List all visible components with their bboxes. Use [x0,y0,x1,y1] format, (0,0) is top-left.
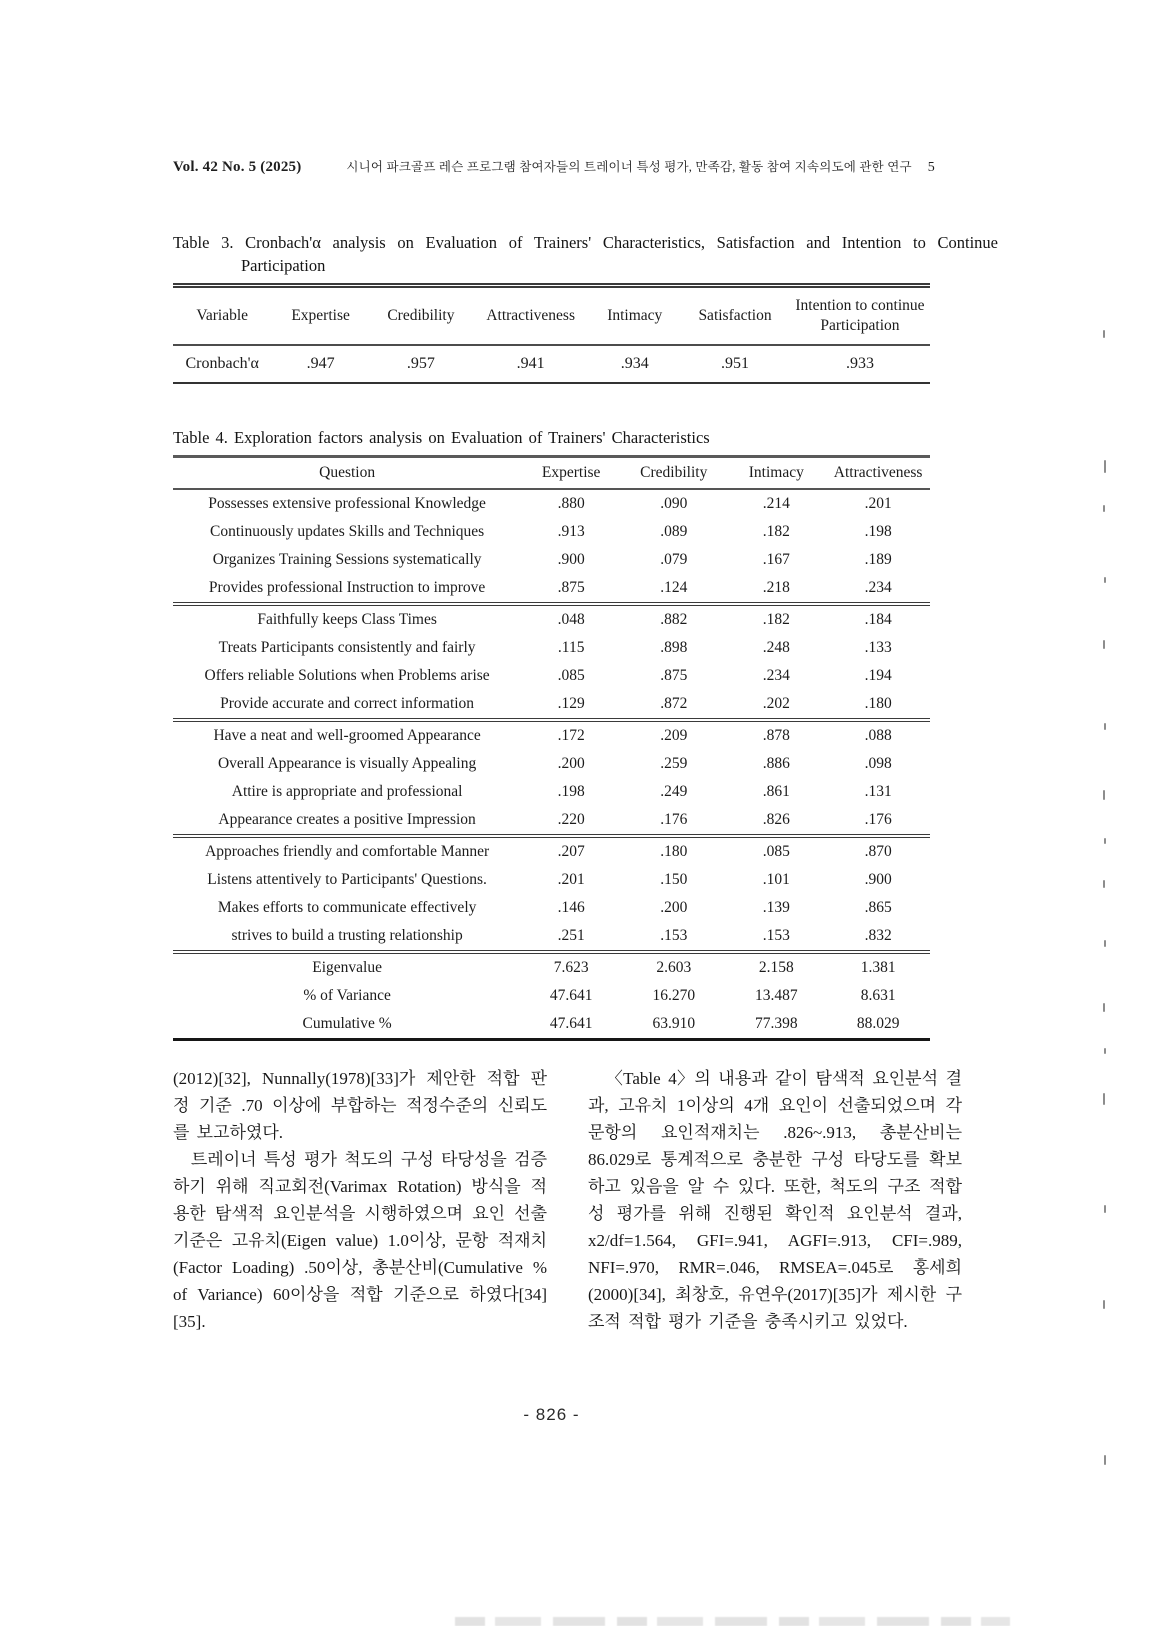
question-cell: Appearance creates a positive Impression [218,811,476,828]
column-header: Satisfaction [680,286,790,346]
loading-value-cell: .089 [660,523,688,540]
volume-issue: Vol. 42 No. 5 (2025) [173,159,302,175]
question-cell: Listens attentively to Participants' Questions. [207,871,487,888]
running-head [173,157,935,176]
summary-value-cell: 77.398 [755,1015,798,1032]
running-title: 시니어 파크골프 레슨 프로그램 참여자들의 트레이너 특성 평가, 만족감, 활동 참여 지속의도에 관한 연구 [346,160,912,174]
scan-speck [1104,940,1106,947]
loading-value-cell: .882 [621,604,726,634]
scan-speck [1103,1093,1105,1105]
loading-value-cell: .176 [864,811,892,828]
loading-value-cell: .167 [762,551,790,568]
table4-factor-analysis [173,455,930,1041]
column-header: Expertise [521,457,621,490]
table-row [173,806,930,836]
loading-value-cell: .251 [557,927,585,944]
loading-value-cell: .198 [864,523,892,540]
loading-value-cell: .875 [557,579,585,596]
loading-value-cell: .146 [557,899,585,916]
loading-value-cell: .875 [660,667,688,684]
scan-speck [1104,1048,1106,1054]
body-paragraph: 〈Table 4〉의 내용과 같이 탐색적 요인분석 결과, 고유치 1이상의 4개 요인이 선출되었으며 각 문항의 요인적재치는 .826~.913, 총분산비는 86.029로 통계적으로 충분한 구성 타당도를 확보하고 있음을 알 수 있다. 또한, 척도의 구조 적합성 평가를 위해 진행된 확인적 요인분석 결과, x2/df=1.564, GFI=.941, AGFI=.913, CFI=.989, NFI=.970, RMR=.046, RMSEA=.045로 홍세희(2000)[34], 최창호, 유연우(2017)[35]가 제시한 구조적 적합 평가 기준을 충족시키고 있었다. [588,1069,962,1331]
table-row [173,574,930,604]
loading-value-cell: .259 [660,755,688,772]
scan-speck [1104,1205,1106,1213]
value-cell: .951 [721,355,750,372]
loading-value-cell: .898 [660,639,688,656]
summary-label: Eigenvalue [173,952,521,982]
loading-value-cell: .234 [762,667,790,684]
table-row [173,604,930,634]
question-cell: Continuously updates Skills and Techniques [210,523,485,540]
table3-data-row [173,345,930,383]
row-label: Cronbach'α [185,355,259,372]
table-row [173,750,930,778]
loading-value-cell: .189 [864,551,892,568]
loading-value-cell: .900 [864,871,892,888]
summary-value-cell: 88.029 [856,1015,900,1032]
loading-value-cell: .202 [762,695,790,712]
body-paragraph: (2012)[32], Nunnally(1978)[33]가 제안한 적합 판정 기준 .70 이상에 부합하는 적정수준의 신뢰도를 보고하였다. [173,1069,547,1142]
table-row [173,894,930,922]
summary-value-cell: 8.631 [860,987,896,1004]
loading-value-cell: .153 [660,927,688,944]
summary-value-cell: 16.270 [652,987,696,1004]
column-header: Credibility [621,457,726,490]
table-row [173,662,930,690]
summary-value-cell: 1.381 [826,952,930,982]
value-cell: .933 [845,355,874,372]
loading-value-cell: .150 [660,871,688,888]
scan-speck [1103,330,1105,338]
question-cell: Offers reliable Solutions when Problems arise [204,667,490,684]
column-header: Question [173,457,521,490]
scan-speck [1103,1300,1105,1309]
table-row [173,518,930,546]
scan-artifact-bottom-cutoff-text [455,1617,1010,1626]
scan-speck [1103,880,1105,888]
scan-speck [1103,505,1105,512]
loading-value-cell: .194 [864,667,892,684]
table-row [173,690,930,720]
loading-value-cell: .826 [762,811,790,828]
summary-row [173,952,930,982]
loading-value-cell: .861 [762,783,790,800]
question-cell: strives to build a trusting relationship [231,927,463,944]
loading-value-cell: .176 [660,811,688,828]
summary-value-cell: 2.603 [621,952,726,982]
table3-cronbach [173,283,930,384]
loading-value-cell: .139 [762,899,790,916]
summary-label: Cumulative % [302,1015,392,1032]
summary-value-cell: 47.641 [549,1015,593,1032]
loading-value-cell: .200 [660,899,688,916]
value-cell: .947 [306,355,335,372]
scan-speck [1104,460,1106,473]
loading-value-cell: .101 [762,871,790,888]
question-cell: Approaches friendly and comfortable Manner [173,836,521,866]
loading-value-cell: .133 [864,639,892,656]
loading-value-cell: .090 [660,495,688,512]
loading-value-cell: .832 [864,927,892,944]
body-paragraph: 트레이너 특성 평가 척도의 구성 타당성을 검증하기 위해 직교회전(Varimax Rotation) 방식을 적용한 탐색적 요인분석을 시행하였으며 요인 선출 기준은 고유치(Eigen value) 1.0이상, 문항 적재치(Factor Loading) .50이상, 총분산비(Cumulative % of Variance) 60이상을 적합 기준으로 하였다[34][35]. [173,1150,547,1331]
column-header: Attractiveness [472,286,589,346]
running-title-group [346,157,935,176]
loading-value-cell: .180 [621,836,726,866]
question-cell: Attire is appropriate and professional [231,783,463,800]
question-cell: Provide accurate and correct information [220,695,475,712]
table-row [173,634,930,662]
question-cell: Provides professional Instruction to improve [208,579,486,596]
question-cell: Overall Appearance is visually Appealing [217,755,477,772]
question-cell: Treats Participants consistently and fairly [218,639,476,656]
loading-value-cell: .200 [557,755,585,772]
scan-speck [1104,1455,1106,1465]
header-page-number: 5 [927,160,935,175]
table-row [173,546,930,574]
loading-value-cell: .886 [762,755,790,772]
loading-value-cell: .248 [762,639,790,656]
loading-value-cell: .180 [864,695,892,712]
table-row [173,836,930,866]
question-cell: Possesses extensive professional Knowledge [208,495,486,512]
loading-value-cell: .201 [864,495,892,512]
loading-value-cell: .098 [864,755,892,772]
loading-value-cell: .085 [726,836,826,866]
scan-speck [1104,838,1106,844]
question-cell: Makes efforts to communicate effectively [217,899,477,916]
body-column-right [588,1065,962,1335]
loading-value-cell: .131 [864,783,892,800]
loading-value-cell: .182 [726,604,826,634]
loading-value-cell: .234 [864,579,892,596]
loading-value-cell: .048 [521,604,621,634]
loading-value-cell: .172 [521,720,621,750]
loading-value-cell: .220 [557,811,585,828]
summary-value-cell: 63.910 [652,1015,696,1032]
column-header: Credibility [370,286,472,346]
table4-header-row [173,457,930,490]
table3-header-row [173,286,930,346]
table-row [173,778,930,806]
table3-caption: Table 3. Cronbach'α analysis on Evaluation of Trainers' Characteristics, Satisfaction and Intention to Continue Participation [173,233,998,275]
question-cell: Organizes Training Sessions systematically [212,551,482,568]
scan-speck [1103,1003,1105,1012]
scan-speck [1103,790,1105,800]
loading-value-cell: .249 [660,783,688,800]
loading-value-cell: .198 [557,783,585,800]
loading-value-cell: .201 [557,871,585,888]
value-cell: .941 [516,355,545,372]
loading-value-cell: .880 [557,495,585,512]
loading-value-cell: .182 [762,523,790,540]
table-row [173,720,930,750]
body-column-left [173,1065,547,1335]
loading-value-cell: .872 [660,695,688,712]
column-header: Variable [173,286,271,346]
summary-row [173,982,930,1010]
scan-speck [1104,577,1106,583]
value-cell: .957 [406,355,435,372]
column-header: Intimacy [589,286,680,346]
table4-summary [173,952,930,1040]
value-cell: .934 [620,355,649,372]
table-row [173,866,930,894]
summary-row [173,1010,930,1040]
loading-value-cell: .913 [557,523,585,540]
summary-label: % of Variance [303,987,391,1004]
loading-value-cell: .184 [826,604,930,634]
column-header: Intimacy [726,457,826,490]
loading-value-cell: .115 [557,639,585,656]
loading-value-cell: .085 [557,667,585,684]
loading-value-cell: .878 [726,720,826,750]
summary-value-cell: 7.623 [521,952,621,982]
loading-value-cell: .870 [826,836,930,866]
column-header: Intention to continue Participation [790,286,930,346]
loading-value-cell: .865 [864,899,892,916]
loading-value-cell: .218 [762,579,790,596]
column-header: Expertise [271,286,369,346]
loading-value-cell: .129 [557,695,585,712]
summary-value-cell: 47.641 [549,987,593,1004]
table-row [173,489,930,518]
loading-value-cell: .124 [660,579,688,596]
summary-value-cell: 13.487 [755,987,798,1004]
table4-body [173,489,930,952]
question-cell: Faithfully keeps Class Times [173,604,521,634]
summary-value-cell: 2.158 [726,952,826,982]
table-row [173,922,930,952]
loading-value-cell: .209 [621,720,726,750]
loading-value-cell: .214 [762,495,790,512]
scan-speck [1104,723,1106,730]
loading-value-cell: .088 [826,720,930,750]
footer-page-number: - 826 - [523,1405,580,1424]
table4-caption: Table 4. Exploration factors analysis on Evaluation of Trainers' Characteristics [173,428,710,447]
column-header: Attractiveness [826,457,930,490]
question-cell: Have a neat and well-groomed Appearance [173,720,521,750]
loading-value-cell: .207 [521,836,621,866]
loading-value-cell: .079 [660,551,688,568]
loading-value-cell: .900 [557,551,585,568]
scan-speck [1103,640,1105,649]
loading-value-cell: .153 [762,927,790,944]
